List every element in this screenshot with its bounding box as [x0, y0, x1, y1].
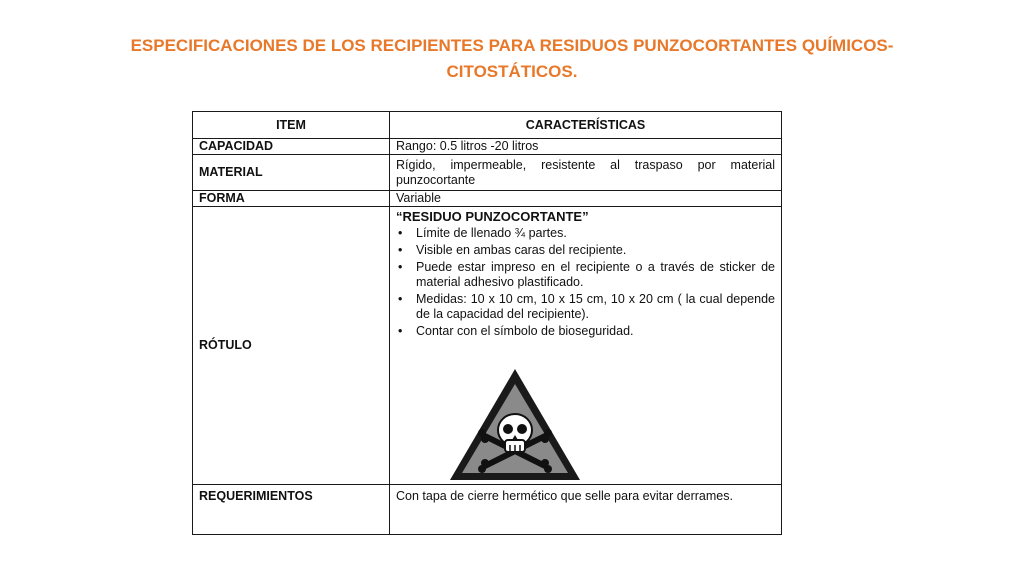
list-item — [396, 226, 775, 241]
specifications-table — [192, 111, 782, 535]
header-item: ITEM — [193, 112, 390, 139]
value-forma: Variable — [390, 191, 782, 207]
item-forma: FORMA — [193, 191, 390, 207]
bullet-icon: • — [398, 243, 403, 257]
list-item — [396, 324, 775, 339]
bullet-icon: • — [398, 292, 403, 306]
value-rotulo — [390, 207, 782, 485]
slide-title-line-1: ESPECIFICACIONES DE LOS RECIPIENTES PARA RESIDUOS PUNZOCORTANTES QUÍMICOS- — [130, 36, 894, 55]
table-row-forma — [193, 191, 782, 207]
list-item-text: Medidas: 10 x 10 cm, 10 x 15 cm, 10 x 20 cm ( la cual depende de la capacidad del recipiente). — [416, 292, 775, 321]
rotulo-heading: “RESIDUO PUNZOCORTANTE” — [396, 209, 589, 224]
bullet-icon: • — [398, 324, 403, 338]
list-item — [396, 260, 775, 290]
slide-title — [60, 33, 964, 85]
skull-crossbones-warning-icon — [447, 366, 583, 484]
table-row-capacidad — [193, 139, 782, 155]
list-item-text: Contar con el símbolo de bioseguridad. — [416, 324, 634, 338]
list-item-text: Límite de llenado ¾ partes. — [416, 226, 567, 240]
item-material: MATERIAL — [193, 155, 390, 191]
value-capacidad: Rango: 0.5 litros -20 litros — [390, 139, 782, 155]
slide-title-line-2: CITOSTÁTICOS. — [446, 62, 578, 81]
bullet-icon: • — [398, 260, 403, 274]
list-item — [396, 243, 775, 258]
item-requerimientos: REQUERIMIENTOS — [193, 485, 390, 535]
table-header-row — [193, 112, 782, 139]
header-caracteristicas: CARACTERÍSTICAS — [390, 112, 782, 139]
value-requerimientos: Con tapa de cierre hermético que selle para evitar derrames. — [390, 485, 782, 535]
table-row-rotulo — [193, 207, 782, 485]
list-item-text: Puede estar impreso en el recipiente o a través de sticker de material adhesivo plastificado. — [416, 260, 775, 289]
item-capacidad: CAPACIDAD — [193, 139, 390, 155]
bullet-icon: • — [398, 226, 403, 240]
table-row-material — [193, 155, 782, 191]
list-item — [396, 292, 775, 322]
rotulo-bullet-list — [396, 226, 775, 339]
list-item-text: Visible en ambas caras del recipiente. — [416, 243, 627, 257]
table-row-requerimientos — [193, 485, 782, 535]
item-rotulo: RÓTULO — [193, 207, 390, 485]
value-material: Rígido, impermeable, resistente al traspaso por material punzocortante — [390, 155, 782, 191]
